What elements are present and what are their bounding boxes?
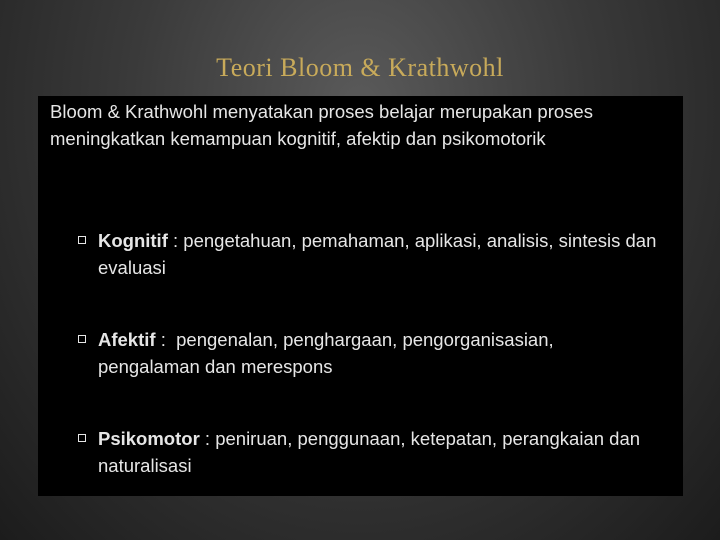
square-bullet-icon: [78, 335, 86, 343]
bullet-separator: :: [167, 230, 184, 251]
bullet-kognitif: [78, 227, 658, 281]
square-bullet-icon: [78, 434, 86, 442]
title-bar: [0, 40, 720, 96]
bullet-afektif: [78, 326, 658, 380]
bullet-list: [78, 227, 658, 524]
content-panel: [38, 96, 683, 496]
bullet-text: pengenalan, penghargaan, pengorganisasian, pengalaman dan merespons: [98, 329, 554, 377]
bullet-term: Afektif: [98, 329, 156, 350]
bullet-separator: :: [199, 428, 216, 449]
bullet-term: Kognitif: [98, 230, 168, 251]
bullet-psikomotor: [78, 425, 658, 479]
slide-title: Teori Bloom & Krathwohl: [216, 53, 504, 82]
bullet-text: peniruan, penggunaan, ketepatan, perangkaian dan naturalisasi: [98, 428, 641, 476]
bullet-term: Psikomotor: [98, 428, 200, 449]
square-bullet-icon: [78, 236, 86, 244]
bullet-text: pengetahuan, pemahaman, aplikasi, analisis, sintesis dan evaluasi: [98, 230, 657, 278]
bullet-separator: :: [155, 329, 177, 350]
intro-paragraph: Bloom & Krathwohl menyatakan proses belajar merupakan proses meningkatkan kemampuan kognitif, afektip dan psikomotorik: [50, 101, 593, 149]
